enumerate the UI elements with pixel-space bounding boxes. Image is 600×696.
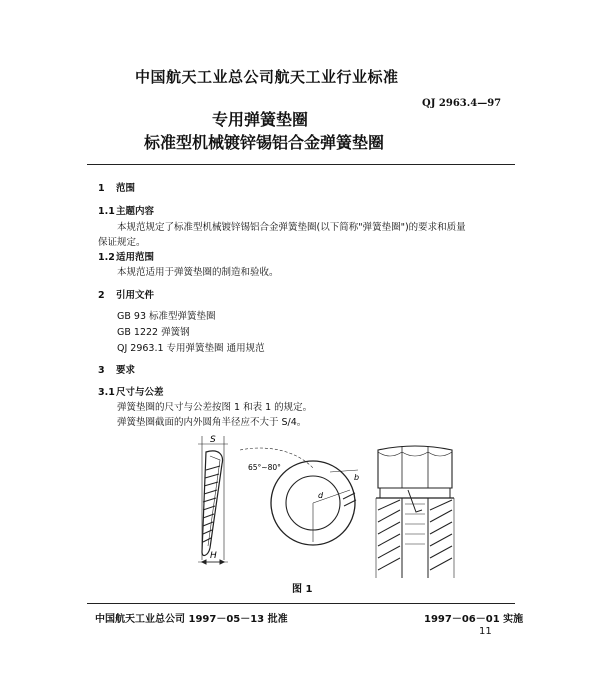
section-1-1-heading <box>98 203 154 217</box>
section-number: 2 <box>98 290 105 301</box>
figure-label-angle: 65°~80° <box>248 463 281 472</box>
section-number: 1.1 <box>98 206 115 217</box>
section-title: 适用范围 <box>116 252 155 263</box>
reference-item: GB 1222 弹簧钢 <box>117 327 190 338</box>
figure-label-d: d <box>318 491 324 500</box>
page-number: 11 <box>479 626 492 637</box>
section-number: 1 <box>98 183 105 194</box>
section-title: 要求 <box>116 365 136 376</box>
section-1-1-body-line1: 本规范规定了标准型机械镀锌锡铝合金弹簧垫圈(以下简称"弹簧垫圈")的要求和质量 <box>117 222 466 233</box>
figure-label-h: H <box>210 551 217 561</box>
approval-statement: 中国航天工业总公司 1997－05－13 批准 <box>95 614 288 625</box>
section-3-1-heading <box>98 384 164 398</box>
reference-item: GB 93 标准型弹簧垫圈 <box>117 311 216 322</box>
section-1-heading <box>98 180 135 194</box>
section-1-2-heading <box>98 249 154 263</box>
section-title: 主题内容 <box>116 206 155 217</box>
organization-title: 中国航天工业总公司航天工业行业标准 <box>135 68 399 86</box>
implementation-date: 1997－06－01 实施 <box>424 614 524 625</box>
section-number: 3 <box>98 365 105 376</box>
section-1-1-body-line2: 保证规定。 <box>98 237 146 248</box>
section-3-1-body-line1: 弹簧垫圈的尺寸与公差按图 1 和表 1 的规定。 <box>117 402 313 413</box>
section-3-heading <box>98 362 135 376</box>
section-number: 1.2 <box>98 252 115 263</box>
footer-divider <box>87 603 515 604</box>
section-1-2-body: 本规范适用于弹簧垫圈的制造和验收。 <box>117 267 279 278</box>
section-title: 范围 <box>116 183 136 194</box>
document-title-line2: 标准型机械镀锌锡铝合金弹簧垫圈 <box>144 133 385 152</box>
reference-item: QJ 2963.1 专用弹簧垫圈 通用规范 <box>117 343 265 354</box>
section-title: 尺寸与公差 <box>116 387 164 398</box>
section-3-1-body-line2: 弹簧垫圈截面的内外圆角半径应不大于 S/4。 <box>117 417 307 428</box>
figure-caption: 图 1 <box>292 584 313 595</box>
section-number: 3.1 <box>98 387 115 398</box>
figure-label-b: b <box>354 473 360 482</box>
standard-code: QJ 2963.4—97 <box>422 98 502 109</box>
figure-1-drawing <box>180 430 480 580</box>
section-title: 引用文件 <box>116 290 155 301</box>
header-divider <box>87 164 515 165</box>
assembly-view <box>376 446 454 578</box>
section-2-heading <box>98 287 154 301</box>
document-title-line1: 专用弹簧垫圈 <box>212 110 309 129</box>
figure-label-s: S <box>210 435 216 445</box>
washer-side-view <box>198 436 228 564</box>
